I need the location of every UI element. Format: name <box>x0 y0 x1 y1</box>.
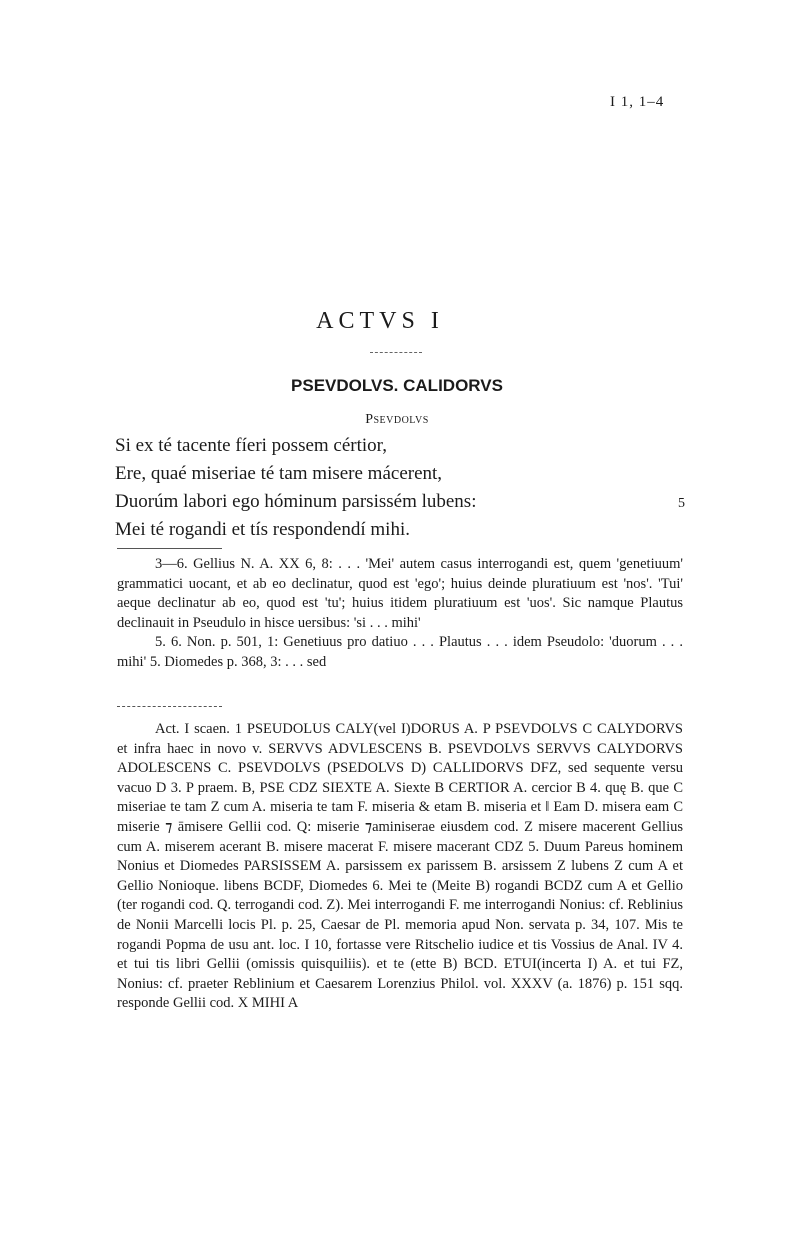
ornament-rule <box>370 352 422 353</box>
verse-text: Si ex té tacente fíeri possem cértior, <box>115 435 387 456</box>
verse-text: Duorúm labori ego hóminum parsissém lubens: <box>115 491 477 512</box>
act-title: ACTVS I <box>316 308 444 334</box>
footnote-divider <box>117 548 222 549</box>
verse-text: Mei té rogandi et tís respondendí mihi. <box>115 519 410 540</box>
verse-text: Ere, quaé miseriae té tam misere mácerent, <box>115 463 443 484</box>
speaker-name: Psevdolvs <box>365 412 429 427</box>
testimonia-entry: 5. 6. Non. p. 501, 1: Genetiuus pro datiuo . . . Plautus . . . idem Pseudolo: 'duorum . . . mihi' 5. Diomedes p. 368, 3: . . . sed <box>117 634 683 670</box>
apparatus-text: Act. I scaen. 1 PSEUDOLUS CALY(vel I)DORUS A. P PSEVDOLVS C CALYDORVS et infra haec in novo v. SERVVS ADVLESCENS B. PSEVDOLVS SERVVS CALYDORVS ADOLESCENS C. PSEVDOLVS (PSEDOLVS D) CALLIDORVS DFZ, sed sequente versu vacuo D 3. P praem. B, PSE CDZ SIEXTE A. Siexte B CERTIOR A. cercior B 4. quę B. que C miseriae te tam Z cum A. miseria te tam F. miseria & etam B. miseria et ‖ Eam D. misera eam C miserie ⁊ āmisere Gellii cod. Q: miserie ⁊aminiserae eiusdem cod. Z misere macerent Gellius cum A. miserem acerant B. misere macerat F. misere macerant CDZ 5. Duum Pareus hominem Nonius et Diomedes PARSISSEM A. parsissem ex parissem B. arsissem Z lubens Z cum A et Gellio Nonioque. libens BCDF, Diomedes 6. Mei te (Meite B) rogandi BCDZ cum A et Gellio (ter rogandi cod. Q. terrogandi cod. Z). Mei interrogandi F. me interrogandi Nonius: cf. Reblinius de Nonii Marcelli locis Pl. p. 25, Caesar de Pl. memoria apud Non. servata p. 34, 107. Mis te rogandi Popma de usu ant. loc. I 10, fortasse vere Ritschelio iudice et tis Vossius de Anal. IV 4. et tui tis libri Gellii (omissis quisquiliis). et te (ette B) BCD. ETUI(incerta I) A. et tui FZ, Nonius: cf. praeter Reblinium et Caesarem Lorenzius Philol. vol. XXXV (a. 1876) p. 151 sqq. responde Gellii cod. X MIHI A <box>117 721 683 1012</box>
scene-title: PSEVDOLVS. CALIDORVS <box>291 376 503 395</box>
verse-number: 5 <box>678 496 685 511</box>
testimonia-entry: 3—6. Gellius N. A. XX 6, 8: . . . 'Mei' autem casus interrogandi est, quem 'genetiuum' grammatici uocant, et ab eo declinatur, quod est 'ego'; huius deinde pluratiuum est 'nos'. 'Tui' aeque declinatur ab eo, quod est 'tu'; huius itidem pluratiuum est 'uos'. Sic namque Plautus declinauit in Pseudulo in hisce uersibus: 'si . . . mihi' <box>117 556 683 631</box>
testimonia-block <box>117 555 683 672</box>
verse-line <box>115 460 685 488</box>
verse-line <box>115 516 685 544</box>
verse-block <box>115 432 685 544</box>
page-reference: I 1, 1–4 <box>610 94 665 110</box>
critical-apparatus <box>117 720 683 1014</box>
verse-line <box>115 432 685 460</box>
apparatus-divider <box>117 706 222 707</box>
verse-line <box>115 488 685 516</box>
